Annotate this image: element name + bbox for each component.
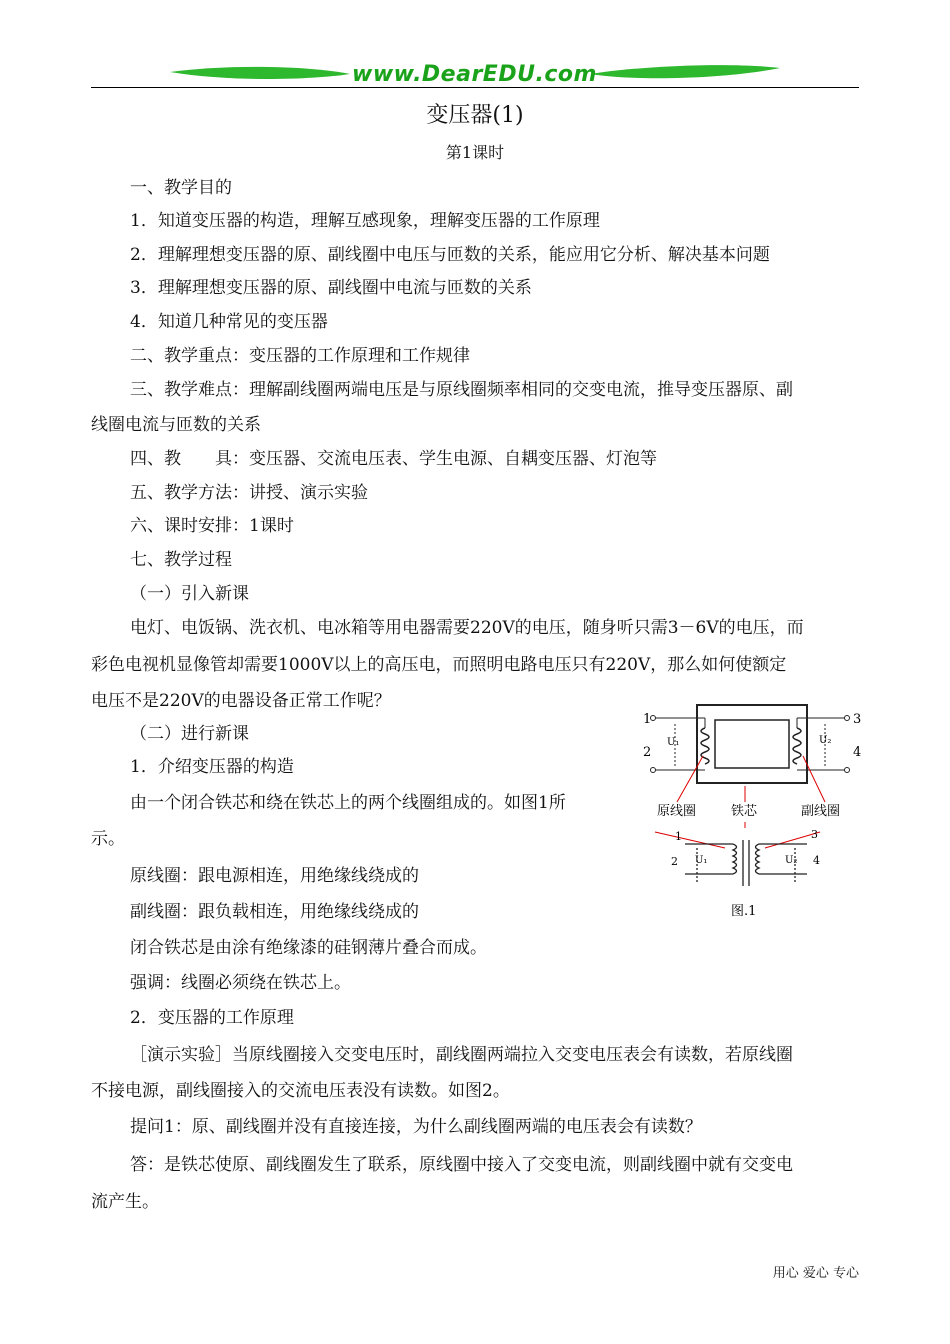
text-line: 副线圈：跟负载相连，用绝缘线绕成的: [130, 902, 419, 922]
primary-coil: [701, 728, 709, 764]
voltage-label-u2: U₂: [785, 855, 798, 866]
text-line: 电灯、电饭锅、洗衣机、电冰箱等用电器需要220V的电压，随身听只需3－6V的电压，而: [130, 618, 804, 638]
page-subtitle: 第1课时: [445, 143, 505, 162]
text-line: 2．理解理想变压器的原、副线圈中电压与匝数的关系，能应用它分析、解决基本问题: [130, 245, 770, 265]
terminal-dot: [845, 716, 850, 721]
text-line: 1．知道变压器的构造，理解互感现象，理解变压器的工作原理: [130, 211, 600, 231]
text-line: 不接电源，副线圈接入的交流电压表没有读数。如图2。: [91, 1081, 510, 1101]
header-rule: [91, 87, 859, 88]
page-footer: 用心 爱心 专心: [772, 1266, 859, 1281]
text-line: 彩色电视机显像管却需要1000V以上的高压电，而照明电路电压只有220V，那么如何使额定: [91, 655, 787, 675]
label-primary-coil: 原线圈: [657, 804, 697, 819]
site-logo: [170, 60, 780, 90]
text-line: 提问1：原、副线圈并没有直接连接，为什么副线圈两端的电压表会有读数？: [130, 1117, 702, 1137]
terminal-label: 4: [853, 745, 862, 760]
page-title: 变压器(1): [426, 103, 524, 128]
text-line: 4．知道几种常见的变压器: [130, 312, 328, 332]
terminal-label: 1: [643, 712, 652, 727]
text-line: 示。: [91, 829, 125, 849]
label-iron-core: 铁芯: [731, 804, 758, 819]
section-heading: 六、课时安排：1课时: [130, 516, 294, 536]
terminal-label: 2: [643, 745, 652, 760]
text-line: 电压不是220V的电器设备正常工作呢？: [91, 691, 391, 711]
text-line: 1．介绍变压器的构造: [130, 757, 294, 777]
terminal-dot: [651, 768, 656, 773]
text-line: 流产生。: [91, 1192, 159, 1212]
voltage-label-u1: U₁: [695, 855, 708, 866]
text-line: 线圈电流与匝数的关系: [91, 415, 261, 435]
secondary-coil: [793, 728, 801, 764]
text-line: 3．理解理想变压器的原、副线圈中电流与匝数的关系: [130, 278, 532, 298]
section-heading: 三、教学难点：理解副线圈两端电压是与原线圈频率相同的交变电流，推导变压器原、副: [130, 380, 793, 400]
terminal-label: 3: [853, 712, 862, 727]
text-line: ［演示实验］当原线圈接入交变电压时，副线圈两端拉入交变电压表会有读数，若原线圈: [130, 1045, 793, 1065]
pointer-line: [677, 756, 703, 802]
section-heading: 四、教 具：变压器、交流电压表、学生电源、自耦变压器、灯泡等: [130, 449, 657, 469]
terminal-dot: [845, 768, 850, 773]
text-line: 闭合铁芯是由涂有绝缘漆的硅钢薄片叠合而成。: [130, 938, 487, 958]
pointer-line: [655, 832, 725, 848]
terminal-label: 3: [811, 828, 818, 841]
logo-text: www.DearEDU.com: [352, 62, 597, 87]
text-line: 答：是铁芯使原、副线圈发生了联系，原线圈中接入了交变电流，则副线圈中就有交变电: [130, 1155, 793, 1175]
terminal-label: 4: [813, 854, 820, 867]
section-heading: 五、教学方法：讲授、演示实验: [130, 483, 368, 503]
voltage-label-u1: U₁: [667, 737, 680, 748]
section-heading: 二、教学重点：变压器的工作原理和工作规律: [130, 346, 470, 366]
terminal-label: 2: [671, 855, 678, 868]
text-line: 由一个闭合铁芯和绕在铁芯上的两个线圈组成的。如图1所: [130, 793, 566, 813]
transformer-figure: [635, 700, 875, 925]
subsection-heading: （一）引入新课: [130, 584, 249, 604]
figure-caption: 图.1: [731, 904, 757, 919]
iron-core-outer: [697, 705, 807, 783]
subsection-heading: （二）进行新课: [130, 724, 249, 744]
text-line: 强调：线圈必须绕在铁芯上。: [130, 973, 351, 993]
text-line: 2．变压器的工作原理: [130, 1008, 294, 1028]
section-heading: 七、教学过程: [130, 550, 232, 570]
terminal-label: 1: [675, 830, 682, 843]
label-secondary-coil: 副线圈: [801, 804, 841, 819]
iron-core-inner: [715, 720, 789, 768]
section-heading: 一、教学目的: [130, 178, 232, 198]
voltage-label-u2: U₂: [819, 735, 832, 746]
text-line: 原线圈：跟电源相连，用绝缘线绕成的: [130, 866, 419, 886]
